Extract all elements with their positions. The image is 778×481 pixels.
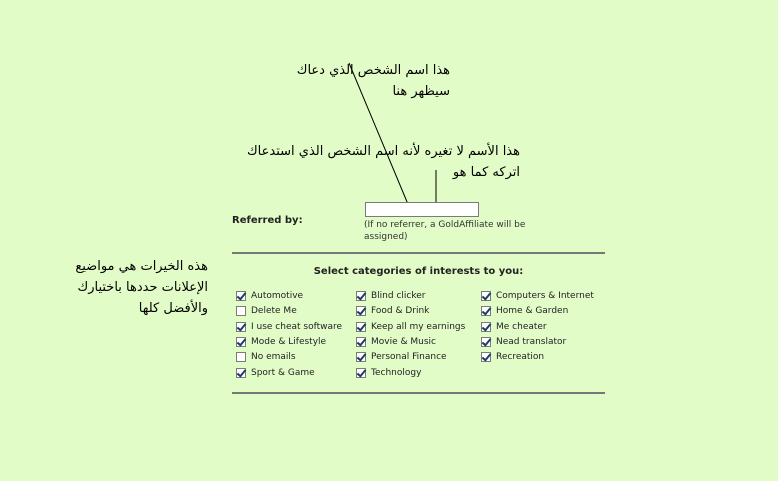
referred-by-input[interactable] [365, 202, 479, 217]
checkbox[interactable] [236, 291, 246, 301]
category-nead-translator[interactable] [481, 335, 566, 349]
annotation-text: اتركه كما هو [452, 165, 520, 180]
category-me-cheater[interactable] [481, 320, 547, 334]
checkbox[interactable] [481, 306, 491, 316]
checkbox[interactable] [356, 291, 366, 301]
annotation-text: هذا اسم الشخص الذي دعاك [296, 63, 450, 78]
category-label: Computers & Internet [496, 291, 594, 301]
category-label: I use cheat software [251, 322, 343, 332]
category-label: Home & Garden [496, 306, 569, 316]
checkbox[interactable] [481, 352, 491, 362]
category-no-emails[interactable] [236, 350, 296, 364]
category-sport-game[interactable] [236, 366, 315, 380]
pointer-line-inviter [349, 63, 410, 209]
checkbox[interactable] [236, 352, 246, 362]
category-personal-finance[interactable] [356, 350, 447, 364]
checkbox[interactable] [356, 368, 366, 378]
annotation-text: والأفضل كلها [138, 301, 208, 316]
category-home-garden[interactable] [481, 304, 568, 318]
category-automotive[interactable] [236, 289, 303, 303]
category-label: Personal Finance [371, 352, 447, 362]
category-cheat-software[interactable] [236, 320, 342, 334]
checkbox[interactable] [356, 352, 366, 362]
category-label: Movie & Music [371, 337, 436, 347]
referrer-note [364, 219, 525, 243]
category-label: Nead translator [496, 337, 567, 347]
category-label: Technology [371, 368, 422, 378]
category-label: Delete Me [251, 306, 297, 316]
checkbox[interactable] [236, 368, 246, 378]
category-label: Keep all my earnings [371, 322, 466, 332]
checkbox[interactable] [356, 322, 366, 332]
checkbox[interactable] [481, 291, 491, 301]
checkbox[interactable] [236, 306, 246, 316]
category-recreation[interactable] [481, 350, 544, 364]
category-technology[interactable] [356, 366, 421, 380]
divider-top [232, 252, 605, 254]
category-keep-earnings[interactable] [356, 320, 465, 334]
category-label: Food & Drink [371, 306, 430, 316]
annotation-text: هذا الأسم لا تغيره لأنه اسم الشخص الذي استدعاك [246, 144, 520, 159]
category-label: Blind clicker [371, 291, 426, 301]
category-label: No emails [251, 352, 296, 362]
checkbox[interactable] [481, 337, 491, 347]
category-movie-music[interactable] [356, 335, 436, 349]
referred-by-label: Referred by: [232, 215, 303, 226]
checkbox[interactable] [236, 322, 246, 332]
checkbox[interactable] [236, 337, 246, 347]
annotation-text: هذه الخيرات هي مواضيع [75, 259, 208, 274]
category-delete-me[interactable] [236, 304, 297, 318]
category-label: Me cheater [496, 322, 547, 332]
referrer-note-line: assigned) [364, 232, 408, 242]
checkbox[interactable] [356, 337, 366, 347]
category-blind-clicker[interactable] [356, 289, 425, 303]
checkbox[interactable] [481, 322, 491, 332]
category-computers-internet[interactable] [481, 289, 594, 303]
divider-bottom [232, 392, 605, 394]
annotation-text: سيظهر هنا [392, 84, 450, 99]
annotation-text: الإعلانات حددها باختيارك [77, 280, 208, 295]
category-label: Recreation [496, 352, 545, 362]
checkbox[interactable] [356, 306, 366, 316]
category-label: Automotive [251, 291, 304, 301]
category-label: Sport & Game [251, 368, 315, 378]
referrer-note-line: (If no referrer, a GoldAffiliate will be [364, 220, 526, 230]
category-food-drink[interactable] [356, 304, 429, 318]
category-label: Mode & Lifestyle [251, 337, 327, 347]
category-mode-lifestyle[interactable] [236, 335, 326, 349]
categories-title: Select categories of interests to you: [313, 266, 524, 277]
